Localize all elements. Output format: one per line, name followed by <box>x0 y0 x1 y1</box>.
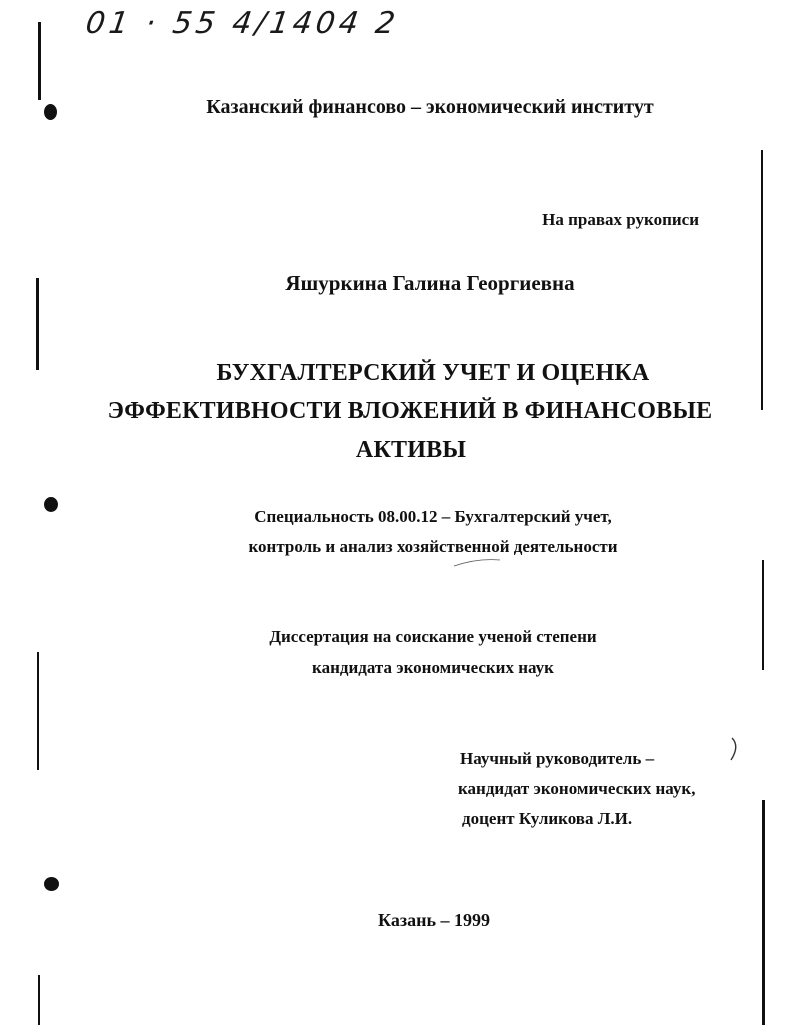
supervisor-line: кандидат экономических наук, <box>458 779 696 798</box>
scan-left-edge-line <box>38 22 41 100</box>
scan-right-edge-line <box>762 560 764 670</box>
city-year: Казань – 1999 <box>378 910 490 930</box>
specialty-line: контроль и анализ хозяйственной деятельности <box>248 537 618 556</box>
handwritten-archive-note: 01 · 55 4/1404 2 <box>83 6 402 41</box>
institute-name: Казанский финансово – экономический институт <box>206 96 654 118</box>
supervisor-line: Научный руководитель – <box>460 749 655 768</box>
punch-hole-mark <box>44 877 59 891</box>
scan-left-edge-line <box>38 975 40 1025</box>
pen-stroke-mark <box>452 556 502 568</box>
dissertation-degree-line: Диссертация на соискание ученой степени <box>269 627 597 646</box>
thesis-title-line: АКТИВЫ <box>355 437 467 463</box>
thesis-title-line: БУХГАЛТЕРСКИЙ УЧЕТ И ОЦЕНКА <box>216 360 650 386</box>
thesis-title-line: ЭФФЕКТИВНОСТИ ВЛОЖЕНИЙ В ФИНАНСОВЫЕ <box>107 398 713 424</box>
dissertation-degree-line: кандидата экономических наук <box>312 658 554 677</box>
manuscript-rights-note: На правах рукописи <box>542 210 699 229</box>
author-name: Яшуркина Галина Георгиевна <box>285 271 575 295</box>
pen-stroke-mark <box>728 736 742 762</box>
specialty-line: Специальность 08.00.12 – Бухгалтерский учет, <box>254 507 612 526</box>
supervisor-line: доцент Куликова Л.И. <box>462 809 633 828</box>
